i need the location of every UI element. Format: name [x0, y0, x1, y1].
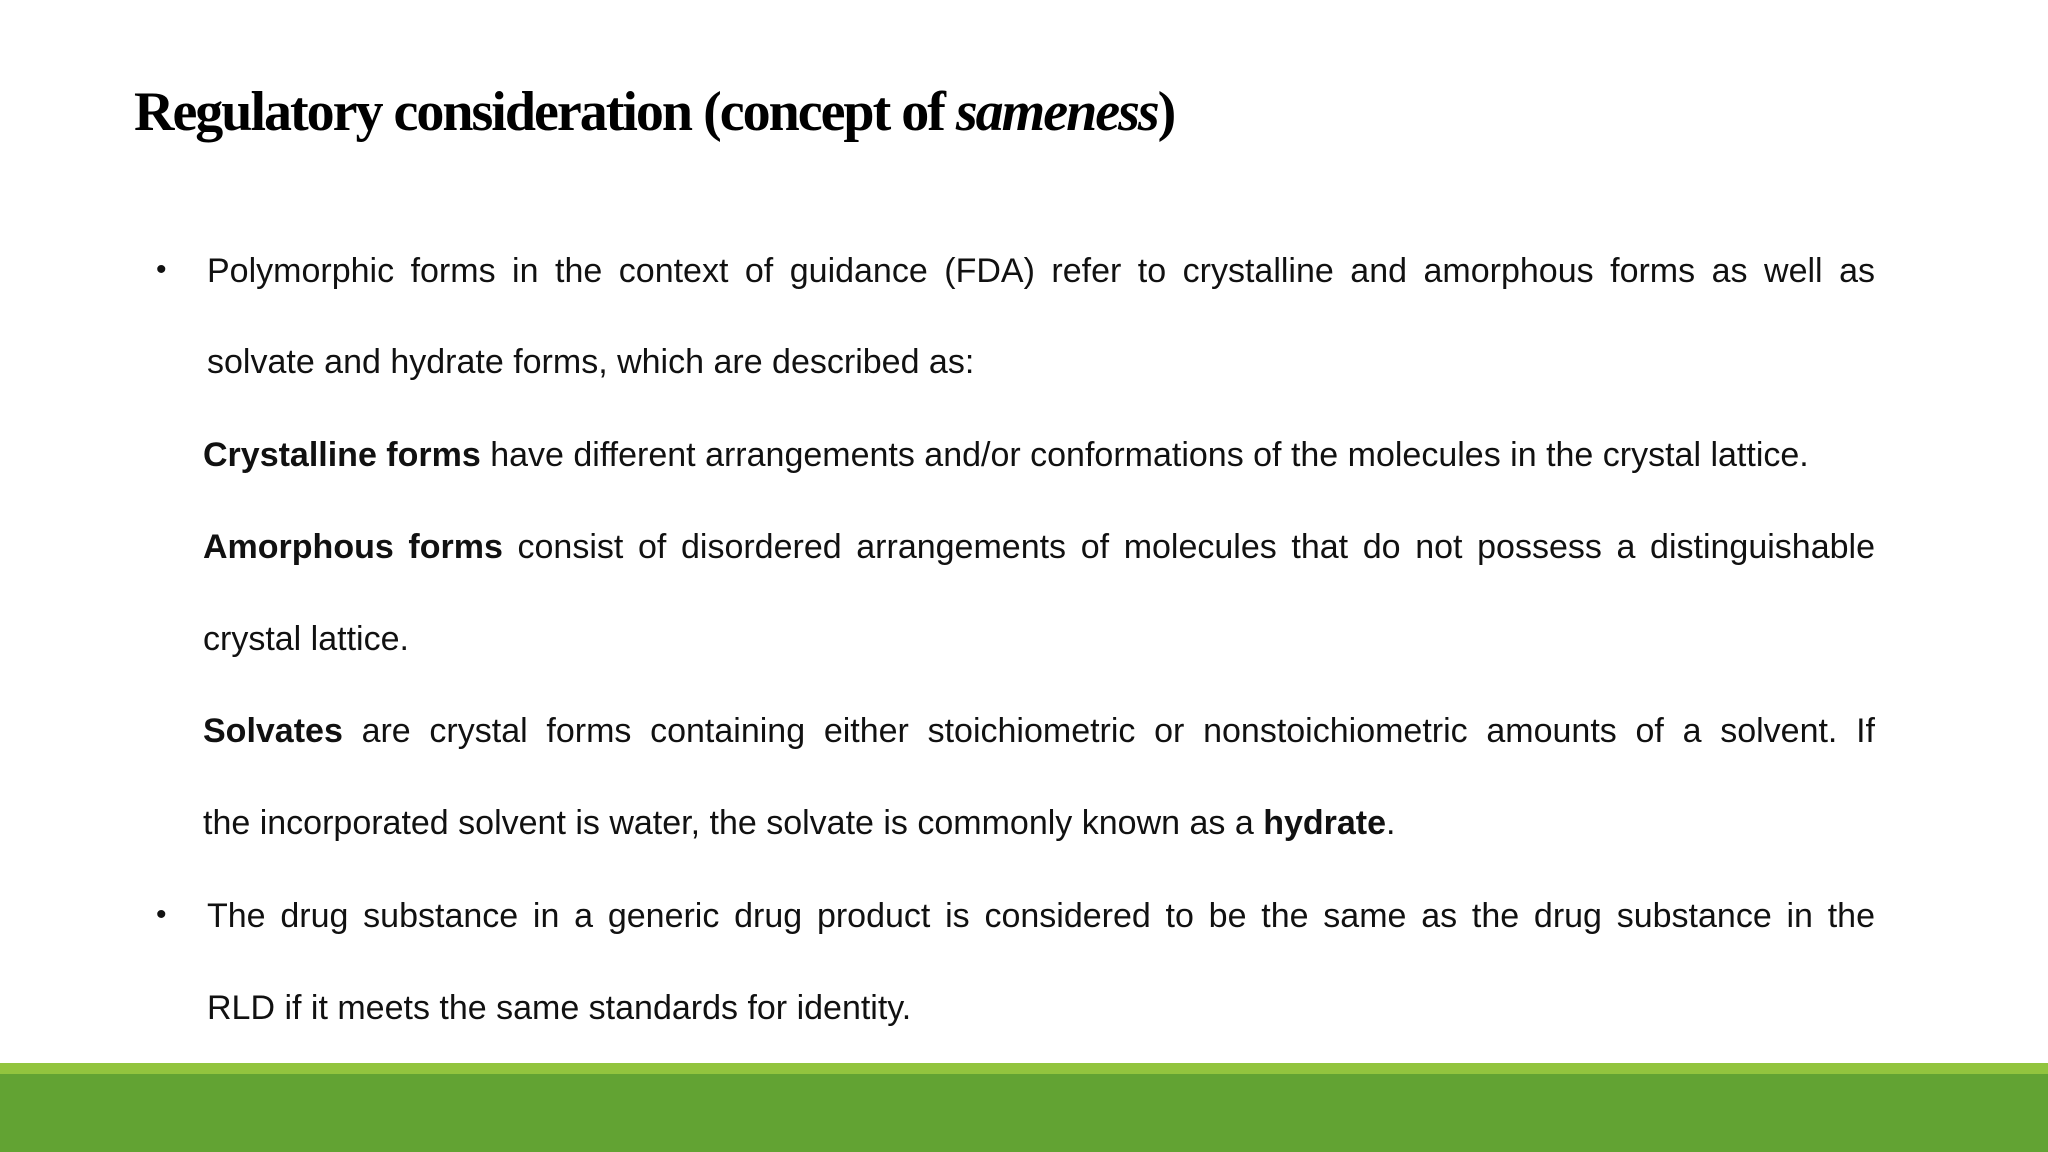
- title-italic: sameness: [955, 81, 1158, 143]
- bullet-marker: •: [156, 253, 167, 286]
- bullet1-line1: Polymorphic forms in the context of guidance (FDA) refer to crystalline and amorphous forms as well as: [207, 252, 1875, 290]
- solvates-text: are crystal forms containing either stoichiometric or nonstoichiometric amounts of a solvent. If: [342, 712, 1875, 750]
- crystalline-term: Crystalline forms: [203, 436, 481, 474]
- bullet1-line2: solvate and hydrate forms, which are described as:: [207, 343, 975, 381]
- bullet2-line2: RLD if it meets the same standards for identity.: [207, 989, 912, 1027]
- footer-accent-stripe: [0, 1063, 2048, 1074]
- solvates-line2: [203, 800, 1395, 846]
- crystalline-definition: [203, 432, 1809, 478]
- title-close: ): [1157, 81, 1175, 143]
- solvates-line2-post: .: [1386, 804, 1396, 842]
- solvates-definition: [203, 708, 1875, 754]
- bullet2-line1: The drug substance in a generic drug product is considered to be the same as the drug substance in the: [207, 897, 1875, 935]
- crystalline-text: have different arrangements and/or conformations of the molecules in the crystal lattice.: [480, 436, 1809, 474]
- solvates-line2-pre: the incorporated solvent is water, the solvate is commonly known as a: [203, 804, 1264, 842]
- amorphous-definition: [203, 524, 1875, 570]
- footer-bar: [0, 1074, 2048, 1152]
- amorphous-text: consist of disordered arrangements of molecules that do not possess a distinguishable: [502, 528, 1875, 566]
- amorphous-term: Amorphous forms: [203, 528, 503, 566]
- bullet-marker: •: [156, 898, 167, 931]
- hydrate-term: hydrate: [1263, 804, 1387, 842]
- amorphous-line2: crystal lattice.: [203, 620, 409, 658]
- solvates-term: Solvates: [203, 712, 343, 750]
- title-main: Regulatory consideration (concept of: [134, 81, 956, 143]
